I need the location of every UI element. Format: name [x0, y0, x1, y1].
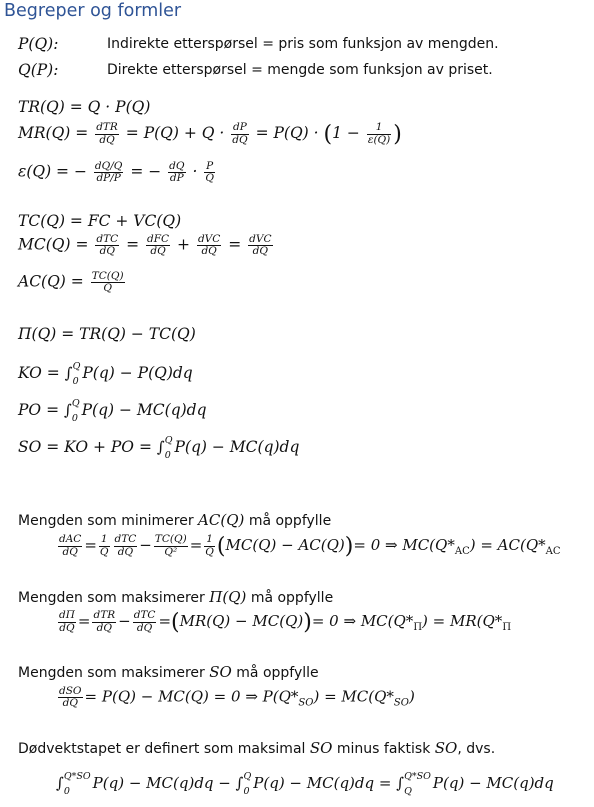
formula-total-cost: TC(Q) = FC + VC(Q): [18, 212, 182, 230]
fraction: $\frac{\text{dAC}}{dQ}$: [59, 533, 82, 558]
formula-marginal-cost: [18, 234, 275, 257]
condition-profit-formula: $\frac{d\Pi}{dQ}$ = $\frac{\text{dTR}}{dQ}$ − $\frac{\text{dTC}}{dQ}$ =(MR(Q) − MC(Q))= 0 ⇒ $MC(Q*_\Pi) = MR(Q*_\Pi$: [59, 609, 512, 635]
fraction: $\frac{\text{dTR}}{dQ}$: [93, 609, 116, 634]
formula-total-revenue: TR(Q) = Q · P(Q): [18, 98, 151, 116]
fraction: $\frac{1}{Q}$: [99, 533, 109, 558]
fraction: $\frac{\text{dTR}}{dQ}$: [96, 121, 118, 146]
integral-limits: Q 0: [243, 771, 252, 797]
fraction: $\frac{TC(Q)}{\text{Q²}}$: [154, 533, 187, 558]
condition-ac-heading: Mengden som minimerer AC(Q) må oppfylle: [18, 511, 332, 529]
definition-pq: [0, 35, 594, 55]
fraction: $\frac{d\Pi}{dQ}$: [59, 609, 75, 634]
integral-sign: ∫: [396, 774, 405, 792]
formula-text: = P(Q) + Q ·: [125, 124, 225, 142]
integral-limits: Q*SO 0: [63, 771, 91, 797]
formula-marginal-revenue: MR(Q) = $\frac{\text{dTR}}{dQ}$ = P(Q) + Q · $\frac{dP}{dQ}$ = P(Q) · (1 − $\frac{1}{\varepsilon(Q)}$ ): [18, 121, 402, 147]
formula-text: ·: [192, 162, 198, 181]
formula-consumer-surplus: KO = ∫ Q 0 P(q) − P(Q)dq: [18, 361, 193, 387]
integral-sign: ∫: [156, 438, 165, 456]
integral-limits: Q 0: [72, 361, 81, 387]
fraction: $\frac{\text{dVC}}{dQ}$: [249, 233, 272, 258]
fraction: $\frac{\text{dTC}}{dQ}$: [133, 609, 156, 634]
formula-text: +: [177, 235, 191, 254]
formula-text: = P(Q) ·: [255, 124, 319, 142]
fraction: $\frac{\text{dVC}}{dQ}$: [197, 233, 221, 258]
fraction: $\frac{dP}{dQ}$: [232, 121, 248, 146]
formula-social-surplus: SO = KO + PO = ∫ Q 0 P(q) − MC(q)dq: [18, 435, 300, 461]
fraction: $\frac{\text{dTC}}{dQ}$: [96, 233, 119, 258]
definition-text: Direkte etterspørsel = mengde som funksjon av priset.: [107, 62, 493, 78]
integral-sign: ∫: [64, 401, 72, 419]
formula-text: AC(Q) =: [18, 272, 84, 291]
fraction: $\frac{1}{\varepsilon(Q)}$: [367, 121, 391, 146]
formula-text: 1 −: [332, 124, 360, 142]
integral-limits: Q 0: [164, 435, 173, 461]
fraction: $\frac{\text{dTC}}{dQ}$: [114, 533, 137, 558]
formula-average-cost: [18, 271, 127, 294]
fraction: $\frac{dQ}{dP}$: [169, 160, 185, 185]
integral-sign: ∫: [64, 364, 73, 382]
condition-ac-formula: $\frac{\text{dAC}}{dQ}$ = $\frac{1}{Q}$ $\frac{\text{dTC}}{dQ}$ − $\frac{TC(Q)}{\text{Q²}}$ = $\frac{1}{Q}$ (MC(Q) − AC(Q))= 0 ⇒ $MC(Q*_{AC}) = AC(Q*_{AC}$: [59, 533, 561, 559]
formula-text: =: [126, 235, 140, 254]
formula-producer-surplus: PO = ∫ Q 0 P(q) − MC(q)dq: [18, 398, 207, 424]
fraction: $\frac{\text{dSO}}{dQ}$: [59, 685, 82, 710]
condition-so-heading: Mengden som maksimerer SO må oppfylle: [18, 663, 319, 681]
formula-text: MR(Q) =: [18, 124, 89, 142]
formula-profit: Π(Q) = TR(Q) − TC(Q): [18, 325, 196, 343]
fraction: $\frac{1}{Q}$: [205, 533, 214, 558]
condition-profit-heading: Mengden som maksimerer Π(Q) må oppfylle: [18, 588, 334, 606]
condition-so-formula: $\frac{\text{dSO}}{dQ}$ = P(Q) − MC(Q) = 0 ⇒ $P(Q*_{SO}) = MC(Q*_{SO})$: [59, 685, 415, 710]
formula-text: MC(Q) =: [18, 235, 89, 254]
definition-symbol: Q(P):: [18, 61, 59, 79]
integral-limits: Q 0: [71, 398, 80, 424]
fraction: $\frac{P}{Q}$: [205, 160, 214, 185]
integral-limits: Q*SO Q: [404, 771, 431, 797]
integral-sign: ∫: [56, 774, 64, 792]
definition-symbol: P(Q):: [18, 35, 59, 53]
deadweight-formula: ∫ Q*SO 0 P(q) − MC(q)dq − ∫ Q 0 P(q) − MC(q)dq = ∫ Q*SO Q P(q) − MC(q)dq: [56, 771, 554, 797]
formula-text: ε(Q) = −: [18, 162, 87, 181]
fraction: $\frac{TC(Q)}{Q}$: [91, 270, 124, 295]
definition-text: Indirekte etterspørsel = pris som funksjon av mengden.: [107, 36, 499, 52]
formula-text: =: [228, 235, 242, 254]
formula-elasticity: [18, 161, 217, 184]
integral-sign: ∫: [235, 774, 244, 792]
fraction: $\frac{\text{dFC}}{dQ}$: [147, 233, 170, 258]
page-heading: Begreper og formler: [4, 1, 182, 21]
definition-qp: [0, 61, 594, 81]
deadweight-heading: Dødvektstapet er definert som maksimal SO minus faktisk SO, dvs.: [18, 739, 496, 757]
formula-text: = −: [130, 162, 162, 181]
fraction: $\frac{dQ/Q}{dP/P}$: [94, 160, 123, 185]
